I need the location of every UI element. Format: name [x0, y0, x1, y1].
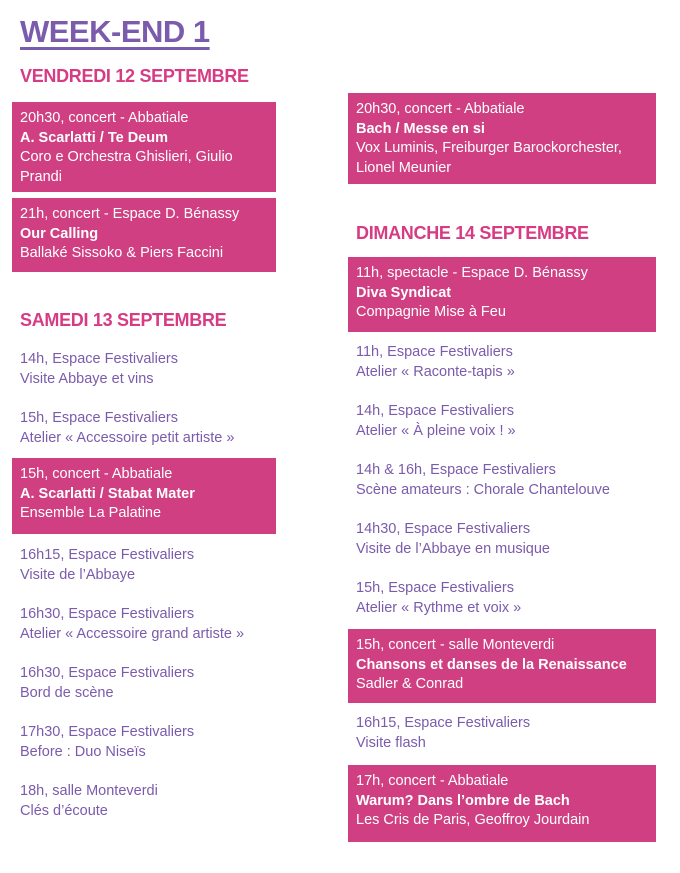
- event-item: [12, 542, 276, 589]
- event-item: [348, 575, 656, 622]
- page-title: WEEK-END 1: [20, 14, 210, 49]
- event-time: 15h, Espace Festivaliers: [20, 410, 178, 426]
- event-description: Visite de l’Abbaye en musique: [356, 540, 550, 557]
- event-title: Bach / Messe en si: [356, 120, 485, 137]
- day-heading-saturday: SAMEDI 13 SEPTEMBRE: [20, 310, 227, 330]
- event-card: [12, 458, 276, 534]
- event-performers: Les Cris de Paris, Geoffroy Jourdain: [356, 812, 590, 828]
- event-card: [348, 765, 656, 842]
- event-item: [12, 719, 276, 766]
- event-time: 16h15, Espace Festivaliers: [356, 715, 531, 731]
- event-time: 14h30, Espace Festivaliers: [356, 521, 531, 537]
- event-time: 15h, concert - salle Monteverdi: [356, 637, 555, 653]
- event-title: A. Scarlatti / Stabat Mater: [20, 485, 195, 502]
- event-item: [12, 778, 276, 825]
- event-time: 20h30, concert - Abbatiale: [356, 101, 525, 117]
- event-description: Atelier « Rythme et voix »: [356, 599, 522, 616]
- event-time: 14h & 16h, Espace Festivaliers: [356, 462, 556, 478]
- event-time: 16h15, Espace Festivaliers: [20, 547, 195, 563]
- event-time: 17h30, Espace Festivaliers: [20, 724, 195, 740]
- event-title: Chansons et danses de la Renaissance: [356, 656, 627, 673]
- event-time: 21h, concert - Espace D. Bénassy: [20, 206, 240, 222]
- event-time: 14h, Espace Festivaliers: [356, 403, 514, 419]
- event-description: Visite de l’Abbaye: [20, 566, 136, 583]
- event-performers: Sadler & Conrad: [356, 676, 464, 692]
- event-performers: Coro e Orchestra Ghislieri, Giulio Prandi: [20, 149, 233, 185]
- event-time: 18h, salle Monteverdi: [20, 783, 158, 799]
- event-performers: Ensemble La Palatine: [20, 505, 162, 521]
- event-description: Clés d’écoute: [20, 802, 108, 819]
- event-item: [12, 660, 276, 707]
- event-card: [348, 257, 656, 332]
- event-title: Our Calling: [20, 225, 99, 242]
- event-description: Atelier « Accessoire grand artiste »: [20, 625, 245, 642]
- event-description: Scène amateurs : Chorale Chantelouve: [356, 481, 610, 498]
- event-card: [348, 93, 656, 184]
- event-card: [348, 629, 656, 703]
- event-item: [348, 339, 656, 386]
- event-performers: Vox Luminis, Freiburger Barockorchester, Lionel Meunier: [356, 140, 622, 176]
- event-performers: Ballaké Sissoko & Piers Faccini: [20, 245, 224, 261]
- event-item: [348, 516, 656, 563]
- event-description: Visite Abbaye et vins: [20, 370, 154, 387]
- day-heading-sunday: DIMANCHE 14 SEPTEMBRE: [356, 223, 589, 243]
- event-time: 15h, Espace Festivaliers: [356, 580, 514, 596]
- day-heading-friday: VENDREDI 12 SEPTEMBRE: [20, 66, 249, 86]
- left-column: [12, 64, 276, 825]
- event-time: 11h, Espace Festivaliers: [356, 344, 513, 360]
- event-item: [348, 457, 656, 504]
- event-time: 11h, spectacle - Espace D. Bénassy: [356, 265, 588, 281]
- event-item: [12, 601, 276, 648]
- event-time: 20h30, concert - Abbatiale: [20, 110, 189, 126]
- event-description: Atelier « Accessoire petit artiste »: [20, 429, 235, 446]
- event-item: [348, 710, 656, 757]
- event-time: 14h, Espace Festivaliers: [20, 351, 178, 367]
- event-time: 17h, concert - Abbatiale: [356, 773, 509, 789]
- event-item: [348, 398, 656, 445]
- right-column: [348, 93, 656, 842]
- event-description: Before : Duo Niseïs: [20, 743, 146, 760]
- event-card: [12, 198, 276, 272]
- event-performers: Compagnie Mise à Feu: [356, 304, 506, 320]
- event-time: 16h30, Espace Festivaliers: [20, 606, 195, 622]
- event-time: 15h, concert - Abbatiale: [20, 466, 173, 482]
- event-title: Diva Syndicat: [356, 284, 452, 301]
- event-title: Warum? Dans l’ombre de Bach: [356, 792, 570, 809]
- event-description: Atelier « Raconte-tapis »: [356, 363, 515, 380]
- event-description: Visite flash: [356, 734, 426, 751]
- event-description: Atelier « À pleine voix ! »: [356, 422, 516, 439]
- event-description: Bord de scène: [20, 684, 114, 701]
- event-item: [12, 346, 276, 393]
- event-item: [12, 405, 276, 452]
- event-card: [12, 102, 276, 192]
- event-title: A. Scarlatti / Te Deum: [20, 129, 168, 146]
- event-time: 16h30, Espace Festivaliers: [20, 665, 195, 681]
